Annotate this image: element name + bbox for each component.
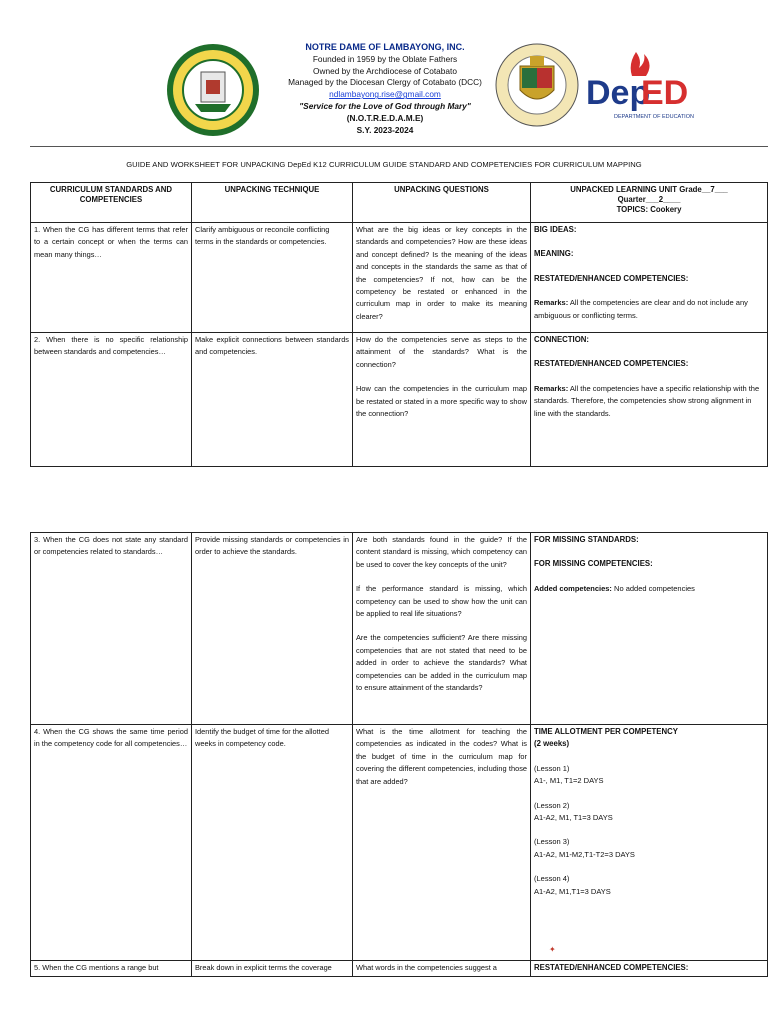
added-label: Added competencies: [534,583,612,593]
technique-cell: Identify the budget of time for the allotted weeks in competency code. [192,725,353,961]
question-cell: What words in the competencies suggest a [353,961,531,977]
lesson-1-name: (Lesson 1) [534,763,570,773]
question-cell: How do the competencies serve as steps to the attainment of the standards? What is the connection? How can the competencies in the curriculum map be restated or stated in a more specific way to show the connection? [353,333,531,467]
school-year: S.Y. 2023-2024 [356,124,414,135]
standard-cell: 2. When there is no specific relationship between standards and competencies… [31,333,192,467]
time-allotment-title: TIME ALLOTMENT PER COMPETENCY [534,727,678,736]
archdiocese-seal-logo [494,42,580,128]
lesson-3-detail: A1-A2, M1-M2,T1-T2=3 DAYS [534,849,635,859]
header-questions: UNPACKING QUESTIONS [353,183,531,223]
unpacked-cell [531,533,768,725]
unpacked-cell [531,333,768,467]
svg-text:ED: ED [641,74,689,112]
weeks-label: (2 weeks) [534,739,570,749]
technique-cell: Provide missing standards or competencies in order to achieve the standards. [192,533,353,725]
lesson-2-detail: A1-A2, M1, T1=3 DAYS [534,813,613,823]
unpacking-table-part2 [30,532,768,977]
restated-label: RESTATED/ENHANCED COMPETENCIES: [534,963,689,972]
lesson-1-detail: A1-, M1, T1=2 DAYS [534,776,604,786]
svg-text:Dep: Dep [586,74,651,112]
lesson-4-detail: A1-A2, M1,T1=3 DAYS [534,886,611,896]
question-cell: What are the big ideas or key concepts in the standards and competencies? How are these ideas and concept defined? Is the meaning of the ideas and concepts in the standards the same as that of the competencies? If not, how can be the competency be restated or enhanced in the curriculum map in order to make its meaning clearer? [353,223,531,333]
owned-line: Owned by the Archdiocese of Cotabato [313,65,457,76]
letterhead-text [260,42,510,136]
letterhead [0,40,768,140]
big-ideas-label: BIG IDEAS: [534,225,577,234]
connection-label: CONNECTION: [534,335,590,344]
missing-standards-label: FOR MISSING STANDARDS: [534,535,639,544]
svg-text:DEPARTMENT OF EDUCATION: DEPARTMENT OF EDUCATION [614,114,694,120]
document-title: GUIDE AND WORKSHEET FOR UNPACKING DepEd K12 CURRICULUM GUIDE STANDARD AND COMPETENCIES FOR CURRICULUM MAPPING [126,160,642,169]
table-row [31,333,768,467]
lesson-2-name: (Lesson 2) [534,800,570,810]
remarks-label: Remarks: [534,298,569,308]
header-quarter: Quarter___2____ [617,195,681,204]
founded-line: Founded in 1959 by the Oblate Fathers [312,53,458,64]
standard-cell: 5. When the CG mentions a range but [31,961,192,977]
header-grade: UNPACKED LEARNING UNIT Grade__7___ [570,185,728,194]
table-row [31,223,768,333]
restated-label: RESTATED/ENHANCED COMPETENCIES: [534,359,689,369]
table-header-row [31,183,768,223]
question-cell: What is the time allotment for teaching the competencies as indicated in the codes? What is the budget of time in the curriculum map for covering the different competencies, including those that are added? [353,725,531,961]
restated-label: RESTATED/ENHANCED COMPETENCIES: [534,273,689,283]
table-row [31,533,768,725]
header-topics: TOPICS: Cookery [616,205,682,214]
deped-logo [584,48,694,128]
standard-cell: 4. When the CG shows the same time period in the competency code for all competencies… [31,725,192,961]
school-motto: "Service for the Love of God through Mary" [299,100,471,111]
school-name: NOTRE DAME OF LAMBAYONG, INC. [305,42,465,52]
meaning-label: MEANING: [534,249,574,259]
header-unpacked-unit [531,183,768,223]
managed-line: Managed by the Diocesan Clergy of Cotabato (DCC) [288,77,482,88]
table-row [31,961,768,977]
unpacked-cell [531,223,768,333]
question-cell: Are both standards found in the guide? If the content standard is missing, which competency can be used to cover the key concepts of the unit? If the performance standard is missing, which competency can be used to show how the unit can be applied to real life situations? Are the competencies sufficient? Are there missing competencies that are not stated that need to be added in order to achieve the standards? What competencies can be added in the curriculum map to ensure attainment of the standards? [353,533,531,725]
technique-cell: Clarify ambiguous or reconcile conflicting terms in the standards or competencies. [192,223,353,333]
school-acronym: (N.O.T.R.E.D.A.M.E) [346,112,424,123]
lesson-3-name: (Lesson 3) [534,837,570,847]
school-email-link[interactable]: ndlambayong.rise@gmail.com [329,89,441,100]
technique-cell: Make explicit connections between standards and competencies. [192,333,353,467]
header-technique: UNPACKING TECHNIQUE [192,183,353,223]
table-row [31,725,768,961]
standard-cell: 3. When the CG does not state any standard or competencies related to standards… [31,533,192,725]
header-divider [30,146,768,147]
technique-cell: Break down in explicit terms the coverage [192,961,353,977]
header-standards: CURRICULUM STANDARDS AND COMPETENCIES [31,183,192,223]
school-seal-logo [165,42,261,138]
remarks-label: Remarks: [534,383,569,393]
unpacking-table-part1 [30,182,768,467]
remarks: Remarks: All the competencies are clear and do not include any ambiguous or conflicting terms. [534,298,748,320]
standard-cell: 1. When the CG has different terms that refer to a certain concept or when the terms can mean many things… [31,223,192,333]
lesson-4-name: (Lesson 4) [534,874,570,884]
missing-competencies-label: FOR MISSING COMPETENCIES: [534,559,653,569]
unpacked-cell [531,725,768,961]
added-competencies: Added competencies: No added competencies [534,583,695,593]
remarks: Remarks: All the competencies have a specific relationship with the standards. Therefore, the competencies show strong alignment in line with the standards. [534,383,760,418]
small-mark-icon: ✦ [549,944,556,954]
unpacked-cell [531,961,768,977]
